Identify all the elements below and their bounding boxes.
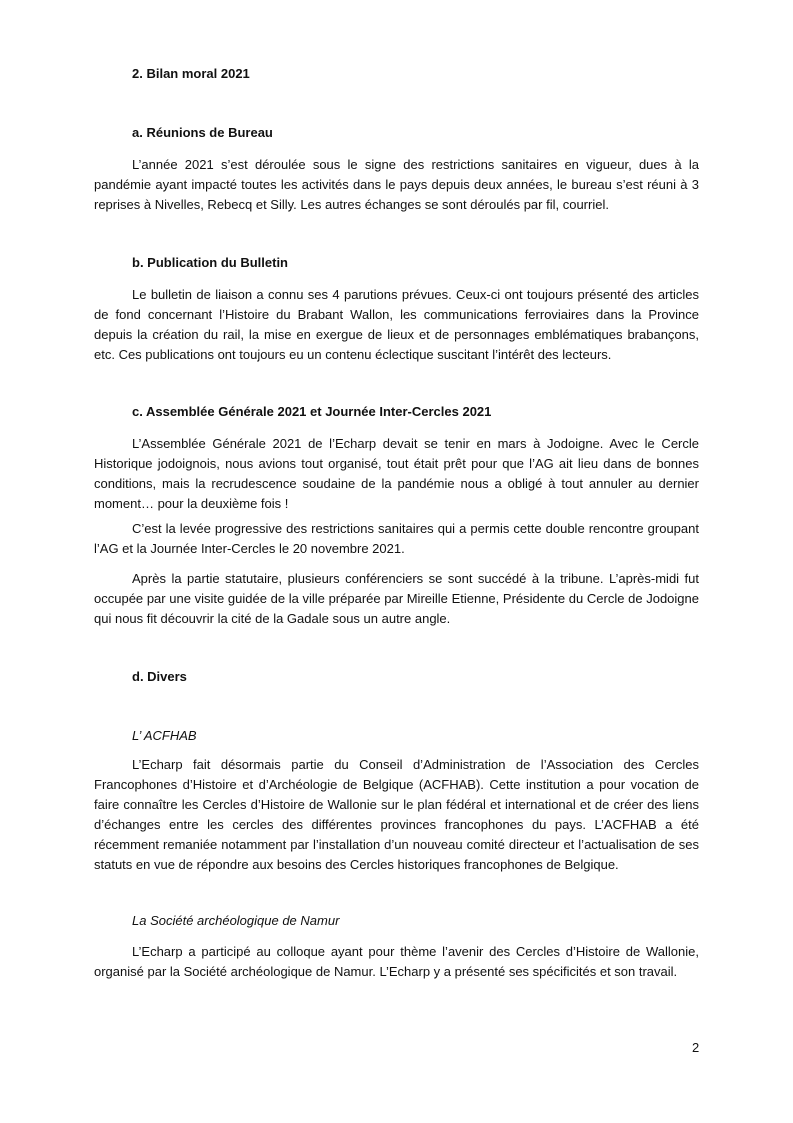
section-title: 2. Bilan moral 2021 (132, 66, 250, 81)
subsection-b-heading: b. Publication du Bulletin (132, 255, 288, 270)
subsection-c-paragraph-1: L’Assemblée Générale 2021 de l’Echarp devait se tenir en mars à Jodoigne. Avec le Cercle Historique jodoignois, nous avions tout organisé, tout était prêt pour que l’AG ait lieu dans de bonnes conditions, mais la recrudescence soudaine de la pandémie nous a obligé à tout annuler au dernier moment… pour la deuxième fois ! (94, 436, 699, 511)
subsection-a-heading: a. Réunions de Bureau (132, 125, 273, 140)
subsection-c-paragraph-3: Après la partie statutaire, plusieurs conférenciers se sont succédé à la tribune. L’après-midi fut occupée par une visite guidée de la ville préparée par Mireille Etienne, Présidente du Cercle de Jodoigne qui nous fit découvrir la cité de la Gadale sous un autre angle. (94, 571, 699, 626)
page-number: 2 (692, 1040, 700, 1055)
acfhab-paragraph: L’Echarp fait désormais partie du Conseil d’Administration de l’Association des Cercles Francophones d’Histoire et d’Archéologie de Belgique (ACFHAB). Cette institution a pour vocation de faire connaître les Cercles d’Histoire de Wallonie sur le plan fédéral et international et de créer des liens d’échanges entre les cercles des différentes provinces francophones du pays. L’ACFHAB a été récemment remaniée notamment par l’installation d’un nouveau comité directeur et l’actualisation de ses statuts en vue de répondre aux besoins des Cercles historiques francophones de Belgique. (94, 757, 699, 872)
namur-title: La Société archéologique de Namur (132, 913, 340, 928)
subsection-c-paragraph-2: C’est la levée progressive des restrictions sanitaires qui a permis cette double rencontre groupant l’AG et la Journée Inter-Cercles le 20 novembre 2021. (94, 521, 699, 556)
subsection-a-paragraph: L’année 2021 s’est déroulée sous le signe des restrictions sanitaires en vigueur, dues à la pandémie ayant impacté toutes les activités dans le pays depuis deux années, le bureau s’est réuni à 3 reprises à Nivelles, Rebecq et Silly. Les autres échanges se sont déroulés par fil, courriel. (94, 157, 699, 212)
subsection-c-heading: c. Assemblée Générale 2021 et Journée Inter-Cercles 2021 (132, 404, 492, 419)
subsection-d-heading: d. Divers (132, 669, 187, 684)
document-page (94, 0, 699, 1123)
subsection-b-paragraph: Le bulletin de liaison a connu ses 4 parutions prévues. Ceux-ci ont toujours présenté des articles de fond concernant l’Histoire du Brabant Wallon, les communications ferroviaires dans la Province depuis la création du rail, la mise en exergue de lieux et de personnages emblématiques brabançons, etc. Ces publications ont toujours eu un contenu éclectique suscitant l’intérêt des lecteurs. (94, 287, 699, 362)
acfhab-title: L’ ACFHAB (132, 728, 197, 743)
namur-paragraph: L’Echarp a participé au colloque ayant pour thème l’avenir des Cercles d’Histoire de Wallonie, organisé par la Société archéologique de Namur. L’Echarp y a présenté ses spécificités et son travail. (94, 944, 699, 979)
